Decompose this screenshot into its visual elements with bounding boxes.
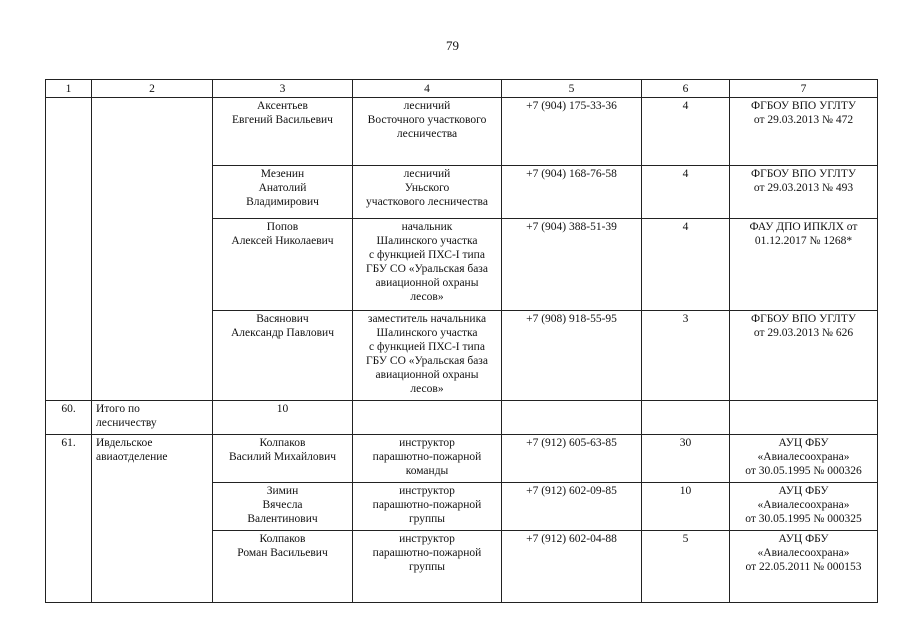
- cell-number: [642, 401, 730, 435]
- cell-phone: +7 (904) 388-51-39: [502, 219, 642, 311]
- cell-subdivision: [92, 98, 213, 401]
- cell-name: 10: [213, 401, 353, 435]
- cell-row-number: 60.: [46, 401, 92, 435]
- cell-number: 4: [642, 166, 730, 219]
- cell-document: [730, 401, 878, 435]
- cell-name: Аксентьев Евгений Васильевич: [213, 98, 353, 166]
- table-row-total: [46, 401, 878, 435]
- header-row: [46, 80, 878, 98]
- cell-name: Зимин Вячесла Валентинович: [213, 483, 353, 531]
- cell-subdivision: Итого по лесничеству: [92, 401, 213, 435]
- cell-phone: +7 (912) 605-63-85: [502, 435, 642, 483]
- cell-document: ФГБОУ ВПО УГЛТУ от 29.03.2013 № 626: [730, 311, 878, 401]
- cell-document: АУЦ ФБУ «Авиалесоохрана» от 22.05.2011 № 000153: [730, 531, 878, 603]
- cell-position: инструктор парашютно-пожарной группы: [353, 483, 502, 531]
- cell-name: Колпаков Роман Васильевич: [213, 531, 353, 603]
- table-row: [46, 98, 878, 166]
- cell-document: ФАУ ДПО ИПКЛХ от 01.12.2017 № 1268*: [730, 219, 878, 311]
- cell-position: начальник Шалинского участка с функцией ПХС-I типа ГБУ СО «Уральская база авиационной охраны лесов»: [353, 219, 502, 311]
- cell-position: лесничий Восточного участкового лесничества: [353, 98, 502, 166]
- cell-name: Васянович Александр Павлович: [213, 311, 353, 401]
- header-col-4: 4: [353, 80, 502, 98]
- table-row: [46, 435, 878, 483]
- cell-number: 30: [642, 435, 730, 483]
- cell-subdivision: Ивдельское авиаотделение: [92, 435, 213, 603]
- cell-document: ФГБОУ ВПО УГЛТУ от 29.03.2013 № 472: [730, 98, 878, 166]
- cell-phone: [502, 401, 642, 435]
- cell-phone: +7 (912) 602-04-88: [502, 531, 642, 603]
- cell-document: АУЦ ФБУ «Авиалесоохрана» от 30.05.1995 № 000326: [730, 435, 878, 483]
- cell-document: АУЦ ФБУ «Авиалесоохрана» от 30.05.1995 № 000325: [730, 483, 878, 531]
- cell-number: 4: [642, 219, 730, 311]
- header-col-1: 1: [46, 80, 92, 98]
- cell-position: лесничий Уньского участкового лесничества: [353, 166, 502, 219]
- cell-name: Мезенин Анатолий Владимирович: [213, 166, 353, 219]
- cell-row-number: [46, 98, 92, 401]
- cell-position: заместитель начальника Шалинского участка с функцией ПХС-I типа ГБУ СО «Уральская база авиационной охраны лесов»: [353, 311, 502, 401]
- header-col-7: 7: [730, 80, 878, 98]
- cell-row-number: 61.: [46, 435, 92, 603]
- personnel-table: [45, 79, 878, 603]
- cell-position: инструктор парашютно-пожарной команды: [353, 435, 502, 483]
- header-col-3: 3: [213, 80, 353, 98]
- cell-number: 3: [642, 311, 730, 401]
- cell-name: Колпаков Василий Михайлович: [213, 435, 353, 483]
- cell-phone: +7 (904) 175-33-36: [502, 98, 642, 166]
- cell-document: ФГБОУ ВПО УГЛТУ от 29.03.2013 № 493: [730, 166, 878, 219]
- cell-position: инструктор парашютно-пожарной группы: [353, 531, 502, 603]
- cell-phone: +7 (904) 168-76-58: [502, 166, 642, 219]
- cell-number: 10: [642, 483, 730, 531]
- cell-number: 5: [642, 531, 730, 603]
- page-number: 79: [446, 38, 459, 53]
- header-col-6: 6: [642, 80, 730, 98]
- cell-phone: +7 (912) 602-09-85: [502, 483, 642, 531]
- header-col-5: 5: [502, 80, 642, 98]
- cell-phone: +7 (908) 918-55-95: [502, 311, 642, 401]
- header-col-2: 2: [92, 80, 213, 98]
- cell-name: Попов Алексей Николаевич: [213, 219, 353, 311]
- cell-position: [353, 401, 502, 435]
- cell-number: 4: [642, 98, 730, 166]
